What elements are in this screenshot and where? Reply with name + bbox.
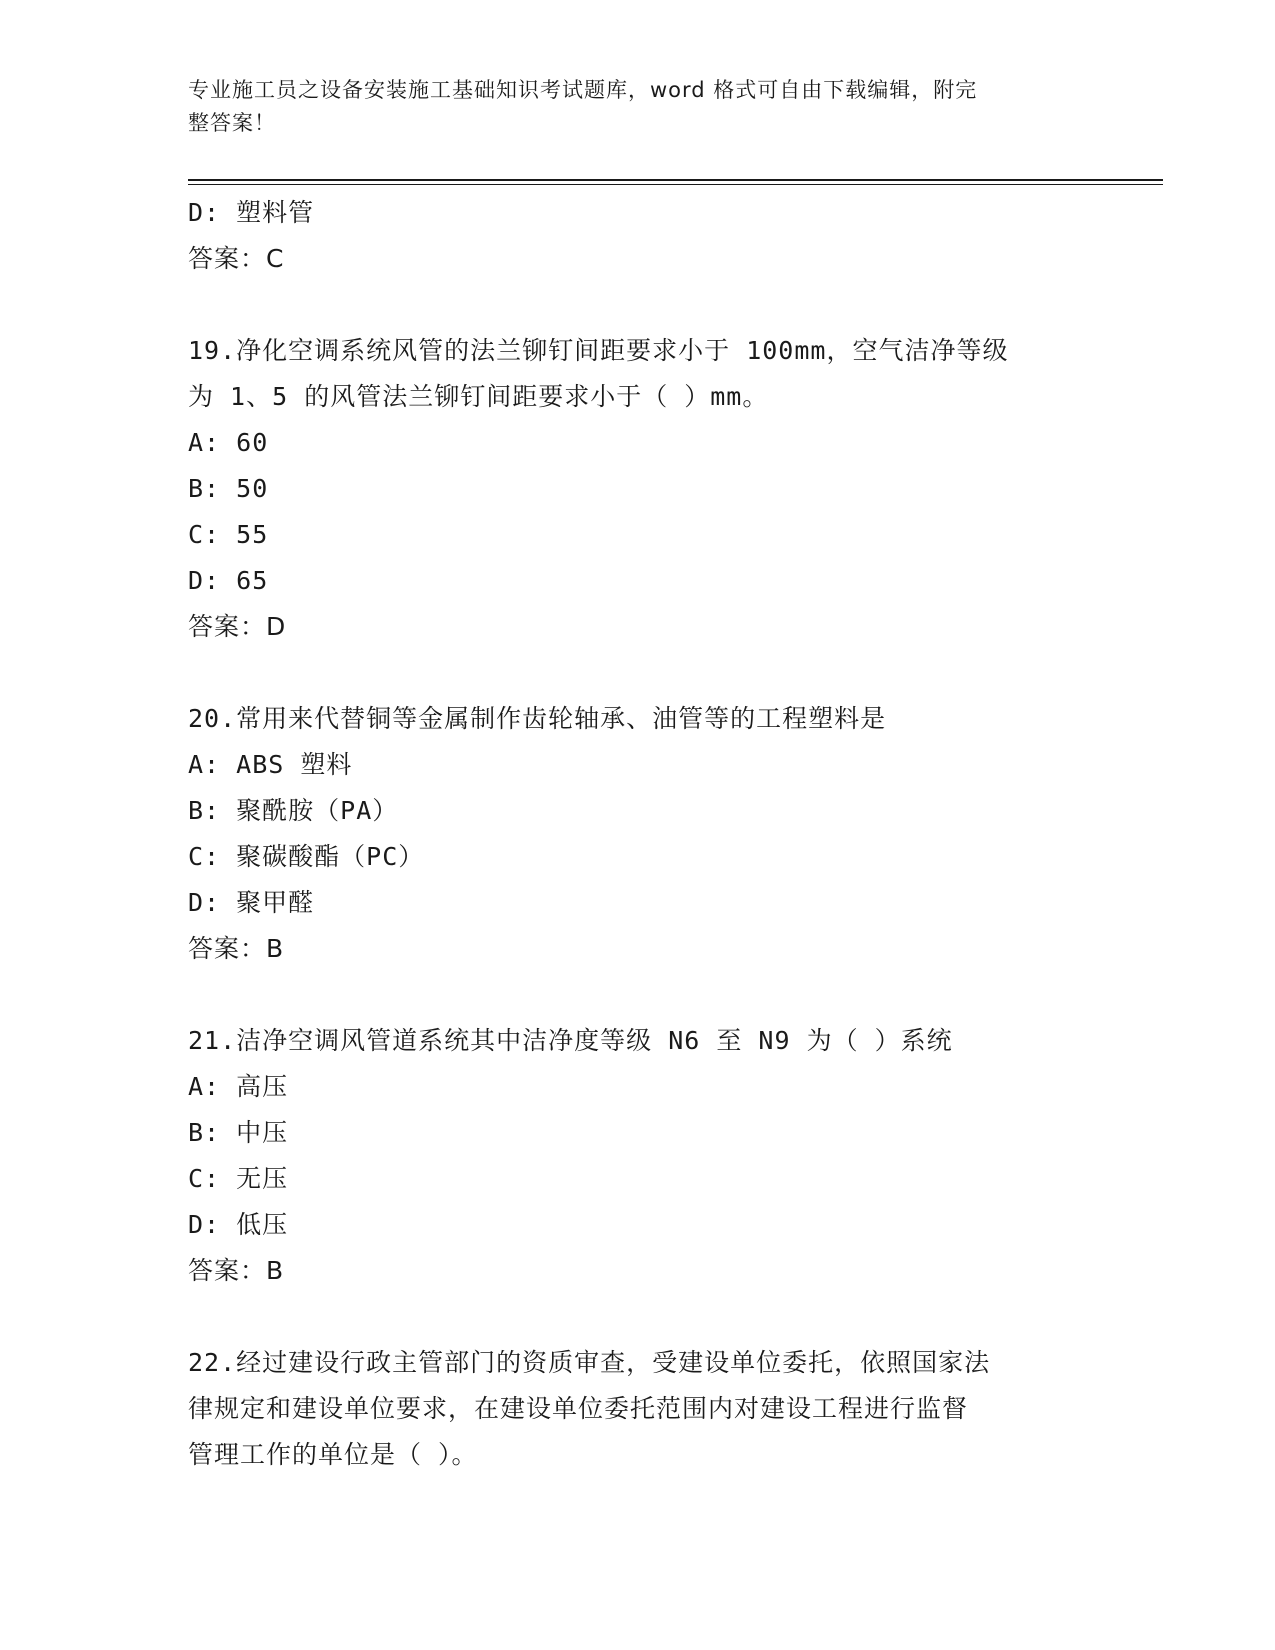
- option-b: B: 50: [188, 474, 269, 503]
- answer-line: 答案：B: [188, 934, 285, 963]
- question-19: [188, 328, 1088, 650]
- spacer: [188, 972, 1088, 1018]
- answer-line: 答案：C: [188, 244, 285, 273]
- question-22: [188, 1340, 1088, 1478]
- page-header: [188, 74, 1068, 140]
- question-list: [188, 190, 1088, 1478]
- spacer: [188, 650, 1088, 696]
- option-a: A: ABS 塑料: [188, 750, 353, 779]
- question-21: [188, 1018, 1088, 1294]
- spacer: [188, 282, 1088, 328]
- question-20: [188, 696, 1088, 972]
- question-stem: 管理工作的单位是（ ）。: [188, 1440, 478, 1469]
- option-b: B: 中压: [188, 1118, 289, 1147]
- question-stem: 19.净化空调系统风管的法兰铆钉间距要求小于 100mm，空气洁净等级: [188, 336, 1009, 365]
- option-d: D: 低压: [188, 1210, 289, 1239]
- answer-line: 答案：D: [188, 612, 287, 641]
- question-stem: 21.洁净空调风管道系统其中洁净度等级 N6 至 N9 为（ ）系统: [188, 1026, 953, 1055]
- option-c: C: 55: [188, 520, 269, 549]
- question-stem: 律规定和建设单位要求，在建设单位委托范围内对建设工程进行监督: [188, 1394, 969, 1423]
- question-stem: 20.常用来代替铜等金属制作齿轮轴承、油管等的工程塑料是: [188, 704, 887, 733]
- header-rule-thick: [188, 179, 1163, 181]
- header-line-1: 专业施工员之设备安装施工基础知识考试题库，word 格式可自由下载编辑，附完: [188, 78, 978, 102]
- question-stem: 22.经过建设行政主管部门的资质审查，受建设单位委托，依照国家法: [188, 1348, 991, 1377]
- question-stem: 为 1、5 的风管法兰铆钉间距要求小于（ ）mm。: [188, 382, 769, 411]
- header-rule-thin: [188, 184, 1163, 185]
- option-c: C: 聚碳酸酯（PC）: [188, 842, 425, 871]
- header-line-2: 整答案！: [188, 111, 276, 135]
- option-a: A: 60: [188, 428, 269, 457]
- option-a: A: 高压: [188, 1072, 289, 1101]
- option-b: B: 聚酰胺（PA）: [188, 796, 399, 825]
- answer-line: 答案：B: [188, 1256, 285, 1285]
- option-c: C: 无压: [188, 1164, 289, 1193]
- option-d: D: 聚甲醛: [188, 888, 315, 917]
- option-d: D: 65: [188, 566, 269, 595]
- spacer: [188, 1294, 1088, 1340]
- option-d: D: 塑料管: [188, 198, 315, 227]
